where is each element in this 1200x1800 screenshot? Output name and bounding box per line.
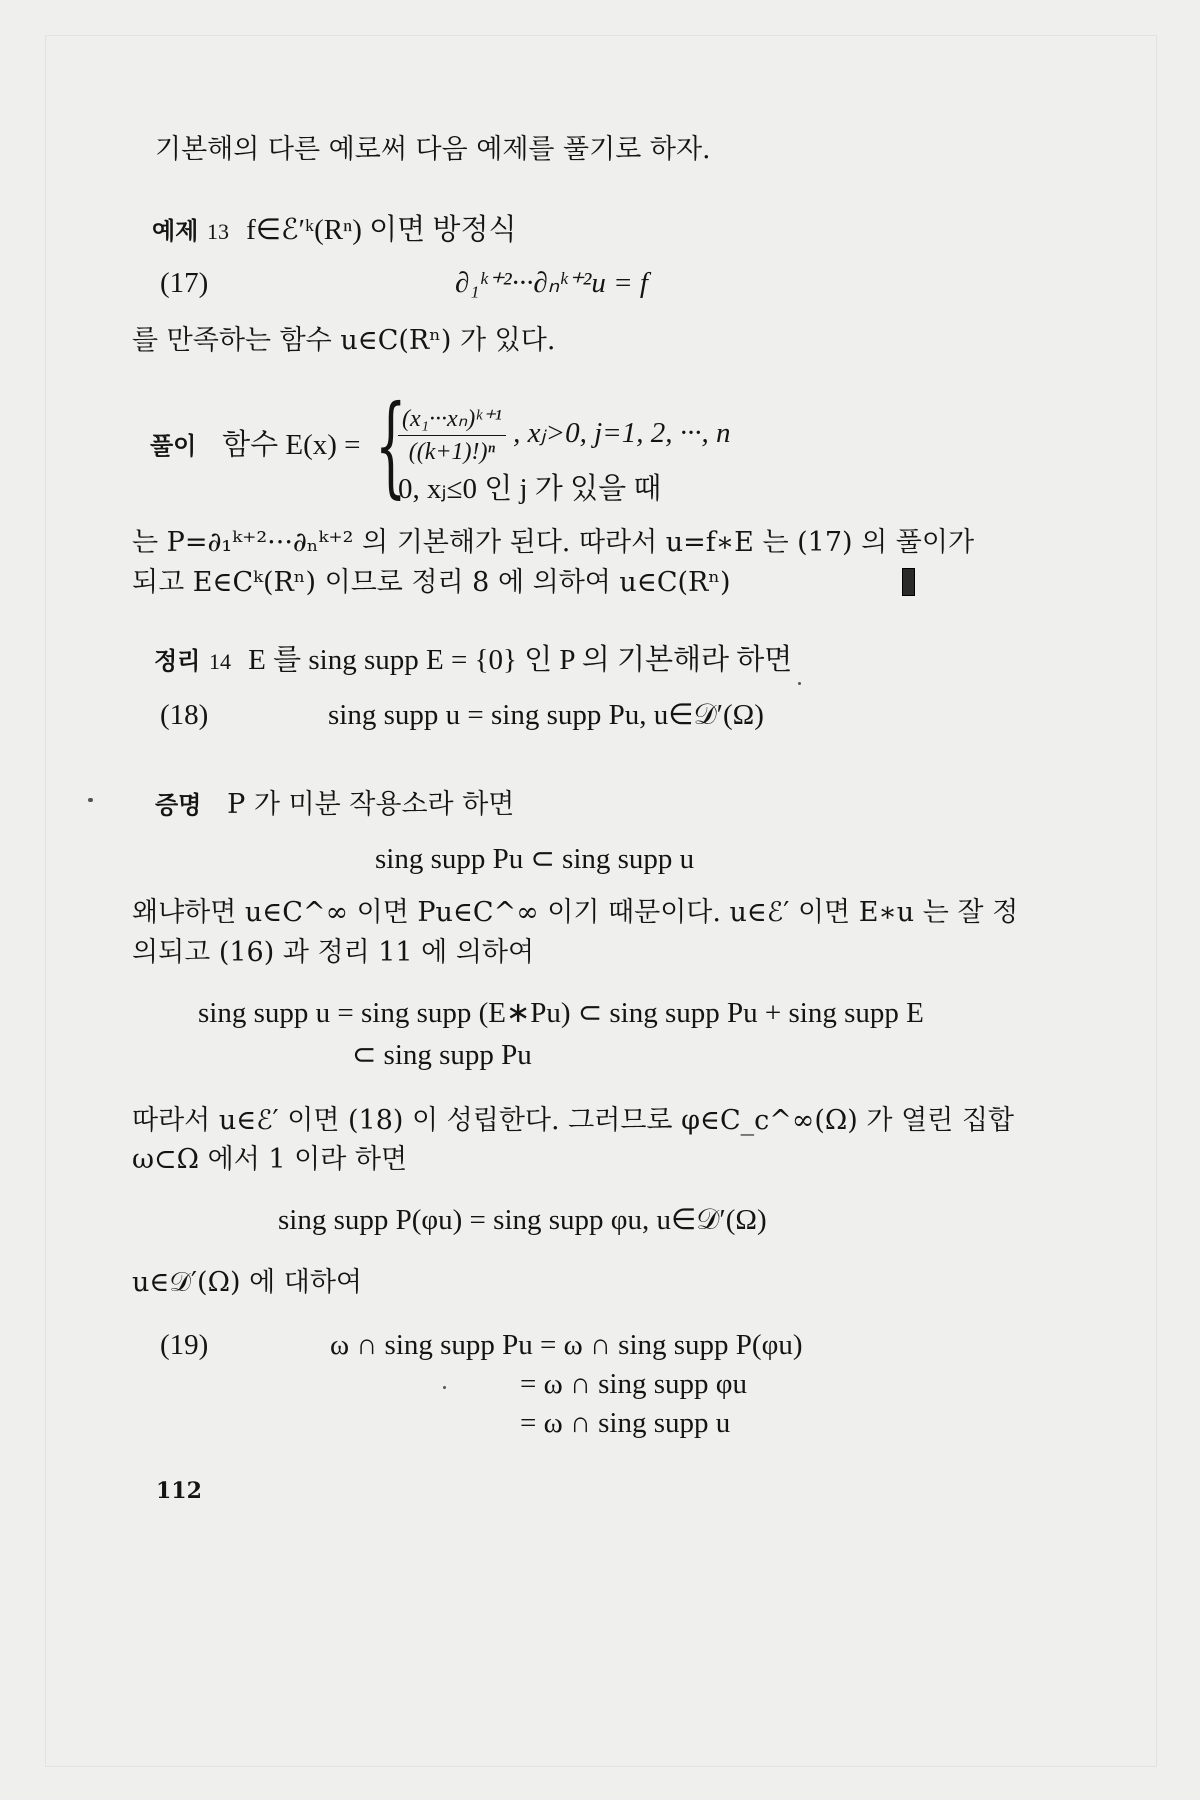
case-1-condition: , xⱼ>0, j=1, 2, ···, n xyxy=(513,417,731,450)
example-conclusion: 를 만족하는 함수 u∈C(Rⁿ) 가 있다. xyxy=(132,325,556,356)
solution-lead: 함수 E(x) = xyxy=(222,429,361,461)
solution-lead-line xyxy=(150,428,361,463)
case-1-fraction xyxy=(398,405,506,466)
theorem-statement: E 를 sing supp E = {0} 인 P 의 기본해라 하면 xyxy=(248,644,793,676)
proof-eq-2b: ⊂ sing supp Pu xyxy=(352,1039,532,1071)
proof-eq-4c: = ω ∩ sing supp u xyxy=(520,1407,731,1439)
example-label: 예제 xyxy=(152,217,199,245)
intro-line: 기본해의 다른 예로써 다음 예제를 풀기로 하자. xyxy=(155,134,711,165)
example-statement: f∈ℰ′ᵏ(Rⁿ) 이면 방정식 xyxy=(246,214,517,246)
proof-eq-2a: sing supp u = sing supp (E∗Pu) ⊂ sing supp Pu + sing supp E xyxy=(198,997,924,1029)
proof-line-2: 왜냐하면 u∈C^∞ 이면 Pu∈C^∞ 이기 때문이다. u∈ℰ′ 이면 E∗u 는 잘 정 xyxy=(132,897,1019,928)
theorem-eq-number: (18) xyxy=(160,699,209,731)
proof-line-6: u∈𝒟′(Ω) 에 대하여 xyxy=(132,1267,362,1298)
example-eq-number: (17) xyxy=(160,267,209,299)
example-heading xyxy=(152,213,516,249)
example-equation: ∂₁ᵏ⁺²···∂ₙᵏ⁺²u = f xyxy=(455,267,648,299)
scan-speck xyxy=(88,798,93,802)
solution-line-3: 되고 E∈Cᵏ(Rⁿ) 이므로 정리 8 에 의하여 u∈C(Rⁿ) xyxy=(132,567,731,598)
example-number: 13 xyxy=(206,219,229,244)
qed-mark xyxy=(902,568,915,596)
case-1-denominator: ((k+1)!)ⁿ xyxy=(408,439,496,465)
proof-eq-4-number: (19) xyxy=(160,1329,209,1361)
solution-line-2: 는 P=∂₁ᵏ⁺²···∂ₙᵏ⁺² 의 기본해가 된다. 따라서 u=f∗E 는 (17) 의 풀이가 xyxy=(132,527,975,558)
case-brace: { xyxy=(375,381,407,509)
theorem-label: 정리 xyxy=(154,647,201,675)
case-1-numerator: (x₁···xₙ)ᵏ⁺¹ xyxy=(398,405,506,436)
theorem-number: 14 xyxy=(208,649,231,674)
proof-eq-4b: = ω ∩ sing supp φu xyxy=(520,1368,748,1400)
proof-label: 증명 xyxy=(155,791,202,819)
proof-line-1: P 가 미분 작용소라 하면 xyxy=(227,789,515,820)
proof-line-4: 따라서 u∈ℰ′ 이면 (18) 이 성립한다. 그러므로 φ∈C_c^∞(Ω) 가 열린 집합 xyxy=(132,1105,1014,1136)
proof-line-5: ω⊂Ω 에서 1 이라 하면 xyxy=(132,1144,408,1175)
proof-eq-1: sing supp Pu ⊂ sing supp u xyxy=(375,843,695,875)
proof-line-3: 의되고 (16) 과 정리 11 에 의하여 xyxy=(132,937,535,968)
scan-speck xyxy=(443,1386,446,1389)
theorem-heading xyxy=(154,643,792,679)
proof-eq-4a: ω ∩ sing supp Pu = ω ∩ sing supp P(φu) xyxy=(330,1329,803,1361)
case-2: 0, xⱼ≤0 인 j 가 있을 때 xyxy=(398,473,662,505)
proof-heading xyxy=(155,788,514,822)
page-number: 112 xyxy=(156,1478,202,1504)
proof-eq-3: sing supp P(φu) = sing supp φu, u∈𝒟′(Ω) xyxy=(278,1204,767,1236)
scan-speck xyxy=(798,682,801,685)
theorem-equation: sing supp u = sing supp Pu, u∈𝒟′(Ω) xyxy=(328,699,764,731)
solution-label: 풀이 xyxy=(150,432,197,460)
case-1 xyxy=(398,405,730,466)
